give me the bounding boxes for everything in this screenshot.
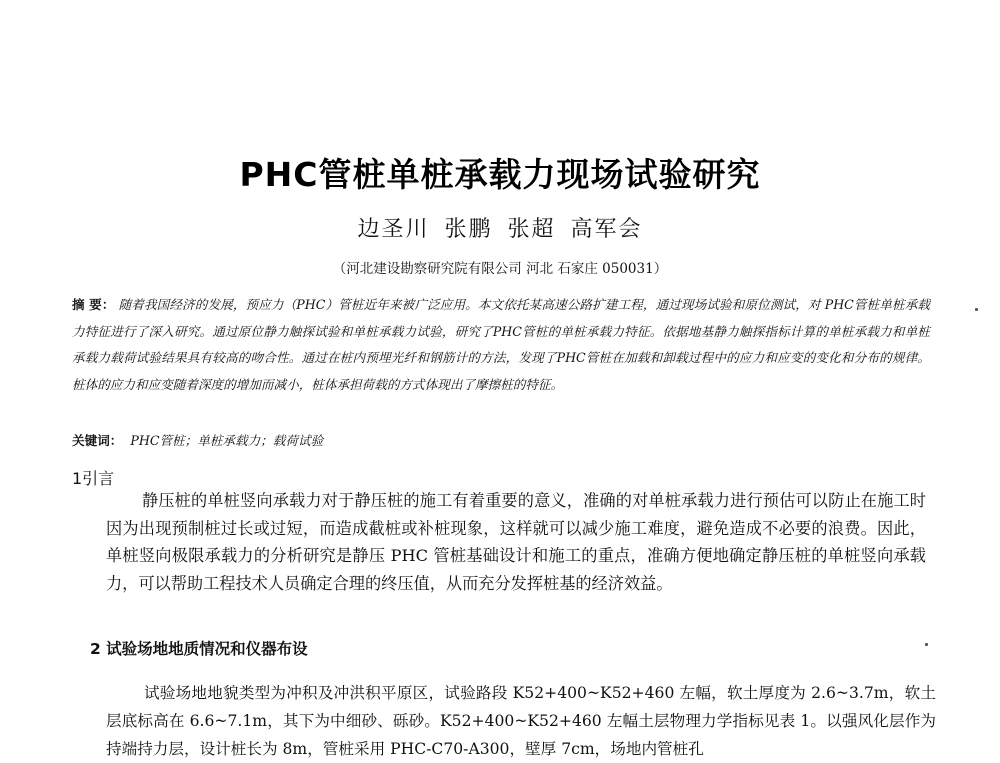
section-heading-site-geology: 2 试验场地地质情况和仪器布设 xyxy=(90,640,308,658)
paper-title: PHC管桩单桩承载力现场试验研究 xyxy=(239,155,761,194)
section-paragraph-introduction: 静压桩的单桩竖向承载力对于静压桩的施工有着重要的意义，准确的对单桩承载力进行预估可以防止在施工时因为出现预制桩过长或过短，而造成截桩或补桩现象，这样就可以减少施工难度，避免造成不必要的浪费。因此，单桩竖向极限承载力的分析研究是静压 PHC 管桩基础设计和施工的重点，准确方便地确定静压桩的单桩竖向承载力，可以帮助工程技术人员确定合理的终压值，从而充分发挥桩基的经济效益。 xyxy=(106,491,926,593)
scan-speck xyxy=(925,643,928,646)
keywords xyxy=(72,430,930,452)
keywords-label: 关键词： xyxy=(72,433,123,448)
author-list: 边圣川 张鹏 张超 高军会 xyxy=(357,217,643,242)
abstract xyxy=(72,292,930,398)
scan-speck xyxy=(975,308,978,311)
section-heading-introduction: 1引言 xyxy=(72,469,115,488)
section-paragraph-site-geology: 试验场地地貌类型为冲积及冲洪积平原区，试验路段 K52+400~K52+460 左幅，软土厚度为 2.6~3.7m，软土层底标高在 6.6~7.1m，其下为中细砂、砾砂。K52+400~K52+460 左幅土层物理力学指标见表 1。以强风化层作为持端持力层，设计桩长为 8m，管桩采用 PHC-C70-A300，壁厚 7cm，场地内管桩孔 xyxy=(106,684,936,758)
keywords-text: PHC管桩；单桩承载力；载荷试验 xyxy=(130,433,324,448)
abstract-label: 摘 要： xyxy=(72,297,115,312)
abstract-text: 随着我国经济的发展，预应力（PHC）管桩近年来被广泛应用。本文依托某高速公路扩建工程，通过现场试验和原位测试，对 PHC管桩单桩承载力特征进行了深入研究。通过原位静力触探试验和单桩承载力试验，研究了PHC管桩的单桩承载力特征。依据地基静力触探指标计算的单桩承载力和单桩承载力载荷试验结果具有较高的吻合性。通过在桩内预埋光纤和钢筋计的方法，发现了PHC管桩在加载和卸载过程中的应力和应变的变化和分布的规律。桩体的应力和应变随着深度的增加而减小，桩体承担荷载的方式体现出了摩擦桩的特征。 xyxy=(72,297,930,392)
affiliation: （河北建设勘察研究院有限公司 河北 石家庄 050031） xyxy=(332,261,668,277)
